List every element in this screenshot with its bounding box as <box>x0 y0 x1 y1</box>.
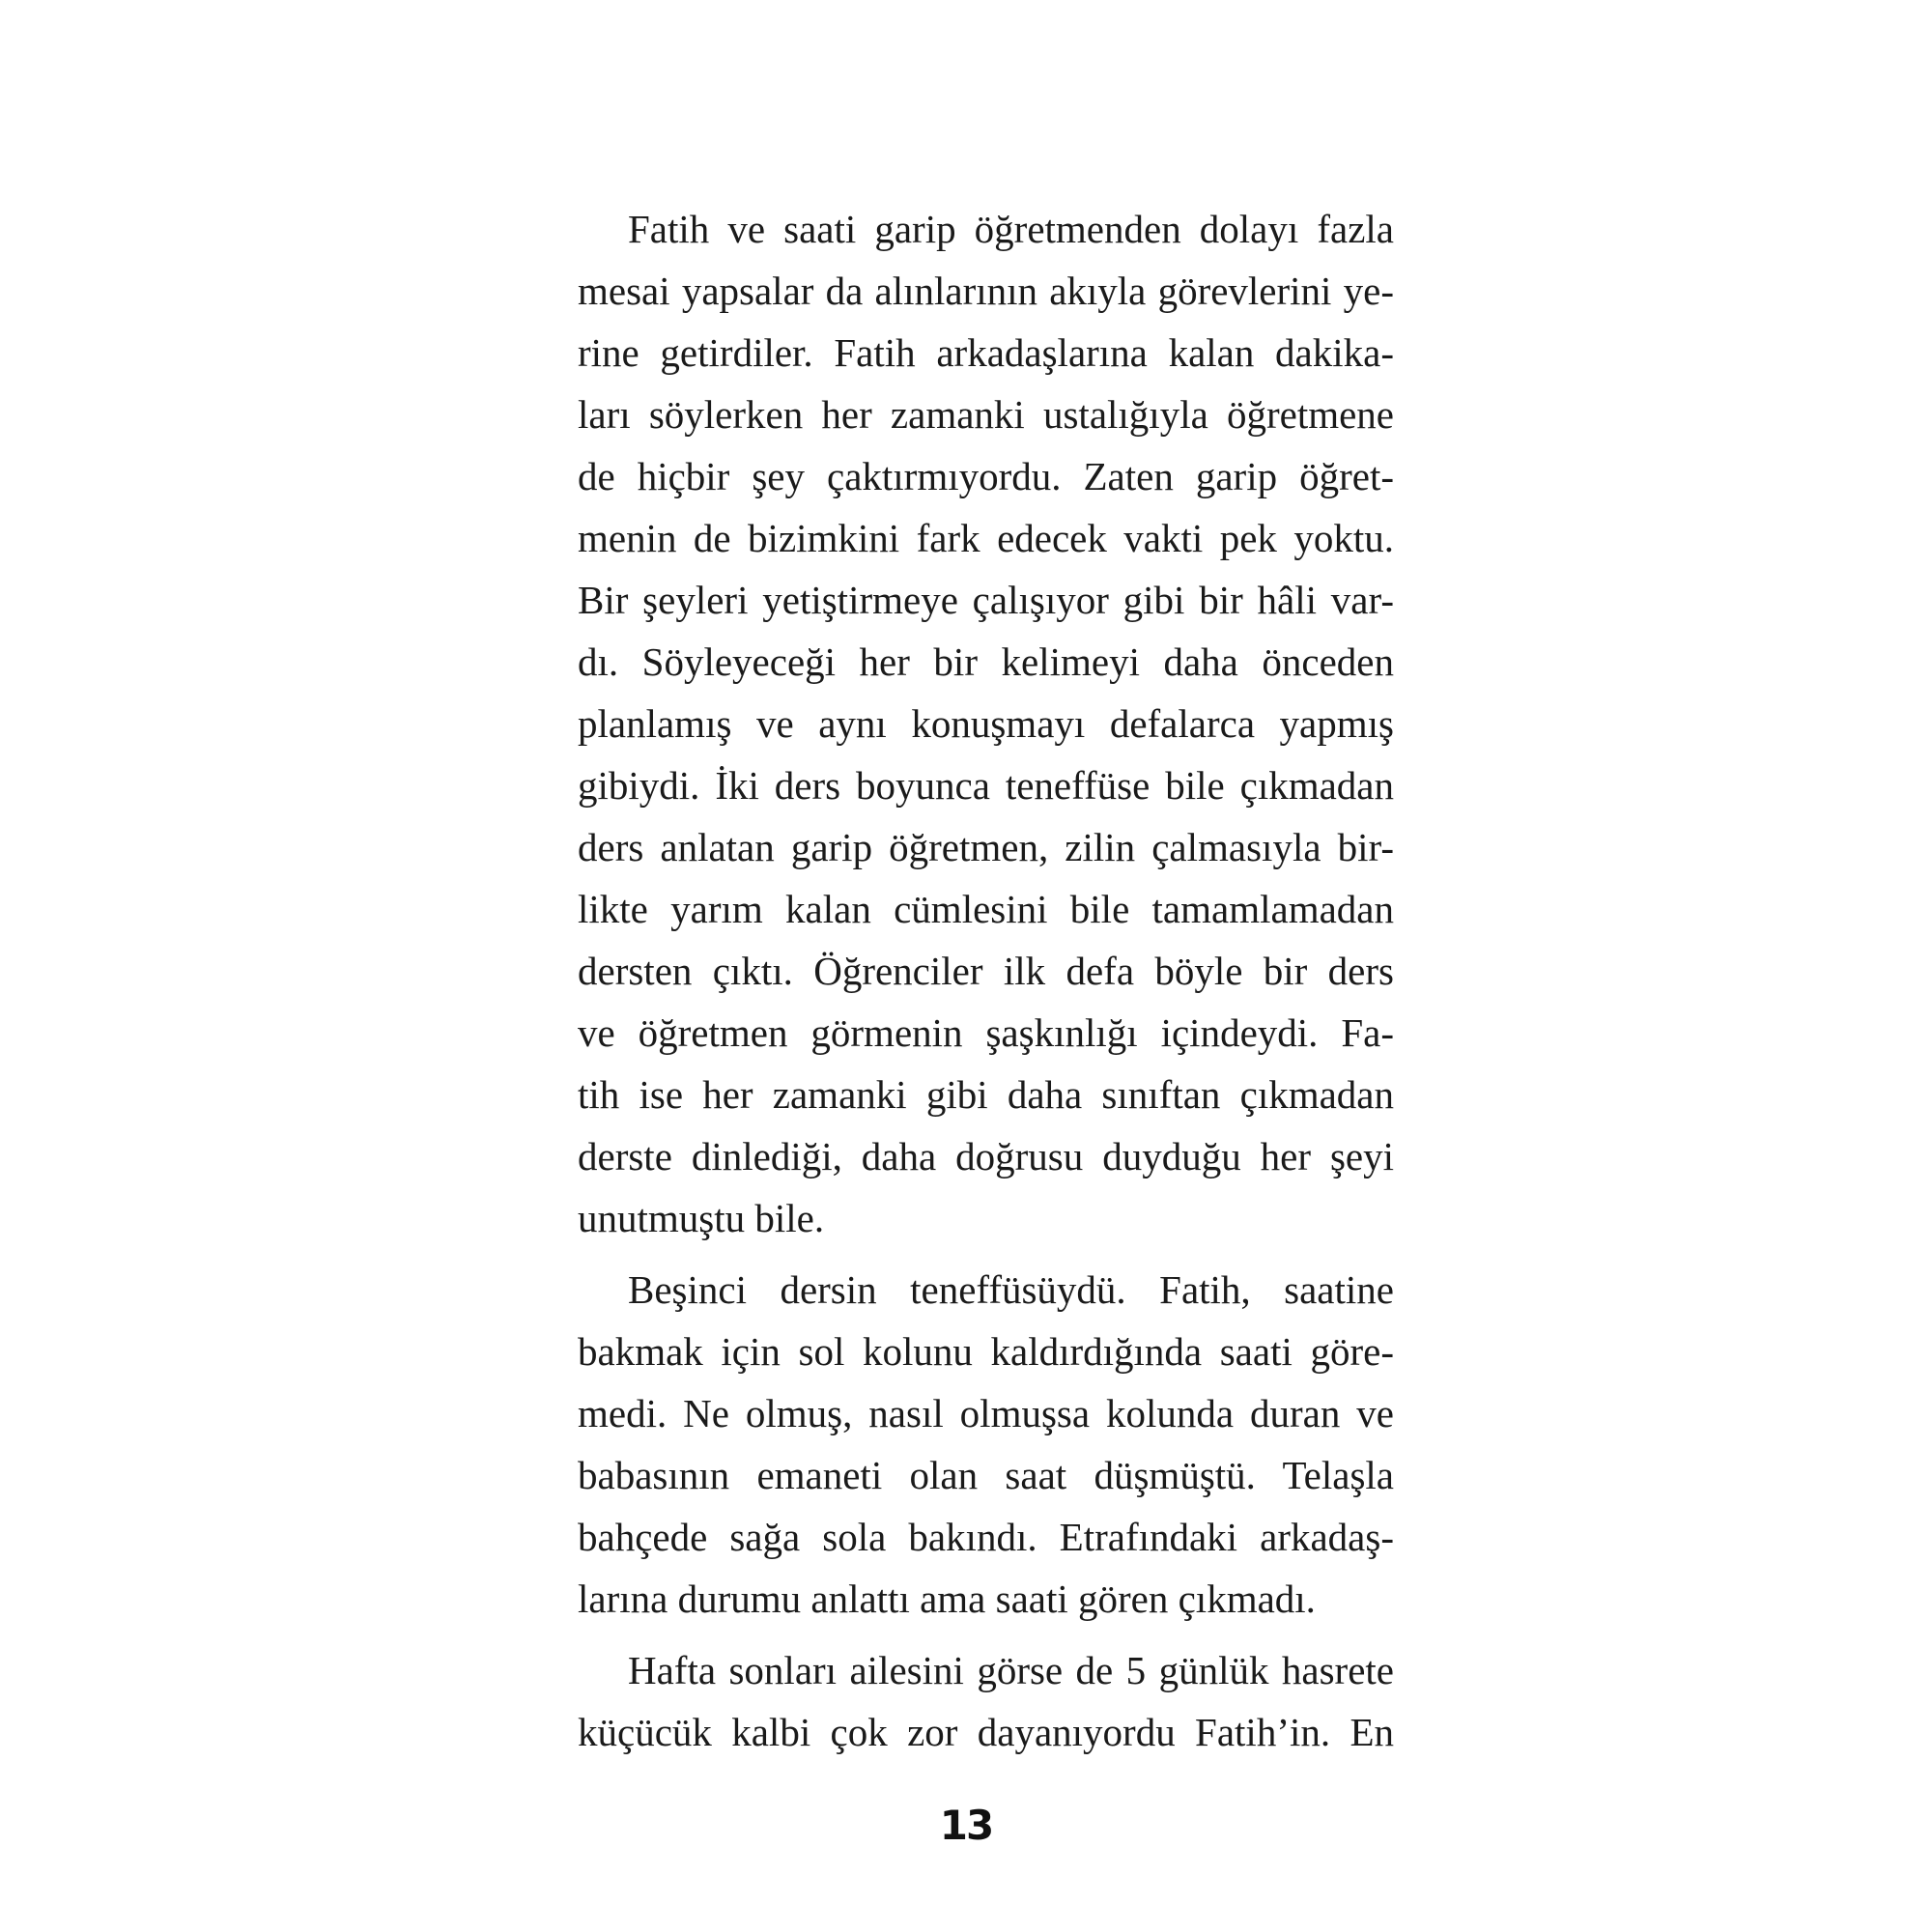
text-line: larına durumu anlattı ama saati gören çıkmadı. <box>578 1577 1316 1621</box>
text-line: Beşinci dersin teneffüsüydü. Fatih, saatine <box>628 1267 1394 1312</box>
text-line: mesai yapsalar da alınlarının akıyla görevlerini ye- <box>578 269 1394 313</box>
text-line: babasının emaneti olan saat düşmüştü. Telaşla <box>578 1453 1394 1497</box>
text-line: Hafta sonları ailesini görse de 5 günlük hasrete <box>628 1648 1394 1692</box>
text-line: tih ise her zamanki gibi daha sınıftan çıkmadan <box>578 1072 1394 1117</box>
text-line: de hiçbir şey çaktırmıyordu. Zaten garip öğret- <box>578 454 1394 498</box>
paragraph-3 <box>578 1639 1394 1763</box>
paragraph-1 <box>578 198 1394 1249</box>
text-line: ders anlatan garip öğretmen, zilin çalmasıyla bir- <box>578 825 1394 869</box>
text-line: bahçede sağa sola bakındı. Etrafındaki arkadaş- <box>578 1515 1394 1559</box>
paragraph-2 <box>578 1259 1394 1630</box>
text-line: derste dinlediği, daha doğrusu duyduğu her şeyi <box>578 1134 1394 1179</box>
text-line: bakmak için sol kolunu kaldırdığında saati göre- <box>578 1329 1394 1374</box>
text-line: unutmuştu bile. <box>578 1196 825 1240</box>
text-line: Fatih ve saati garip öğretmenden dolayı fazla <box>628 207 1394 251</box>
text-line: ve öğretmen görmenin şaşkınlığı içindeydi. Fa- <box>578 1010 1394 1055</box>
text-line: Bir şeyleri yetiştirmeye çalışıyor gibi bir hâli var- <box>578 578 1394 622</box>
text-line: rine getirdiler. Fatih arkadaşlarına kalan dakika- <box>578 330 1394 375</box>
text-line: dersten çıktı. Öğrenciler ilk defa böyle bir ders <box>578 949 1394 993</box>
body-text <box>578 198 1394 1773</box>
text-line: gibiydi. İki ders boyunca teneffüse bile çıkmadan <box>578 763 1394 808</box>
text-line: medi. Ne olmuş, nasıl olmuşsa kolunda duran ve <box>578 1391 1394 1435</box>
text-line: dı. Söyleyeceği her bir kelimeyi daha önceden <box>578 639 1394 684</box>
text-line: küçücük kalbi çok zor dayanıyordu Fatih’in. En <box>578 1710 1394 1754</box>
text-line: likte yarım kalan cümlesini bile tamamlamadan <box>578 887 1394 931</box>
page-number: 13 <box>939 1802 993 1849</box>
text-line: ları söylerken her zamanki ustalığıyla öğretmene <box>578 392 1394 437</box>
text-line: menin de bizimkini fark edecek vakti pek yoktu. <box>578 516 1394 560</box>
text-line: planlamış ve aynı konuşmayı defalarca yapmış <box>578 701 1394 746</box>
